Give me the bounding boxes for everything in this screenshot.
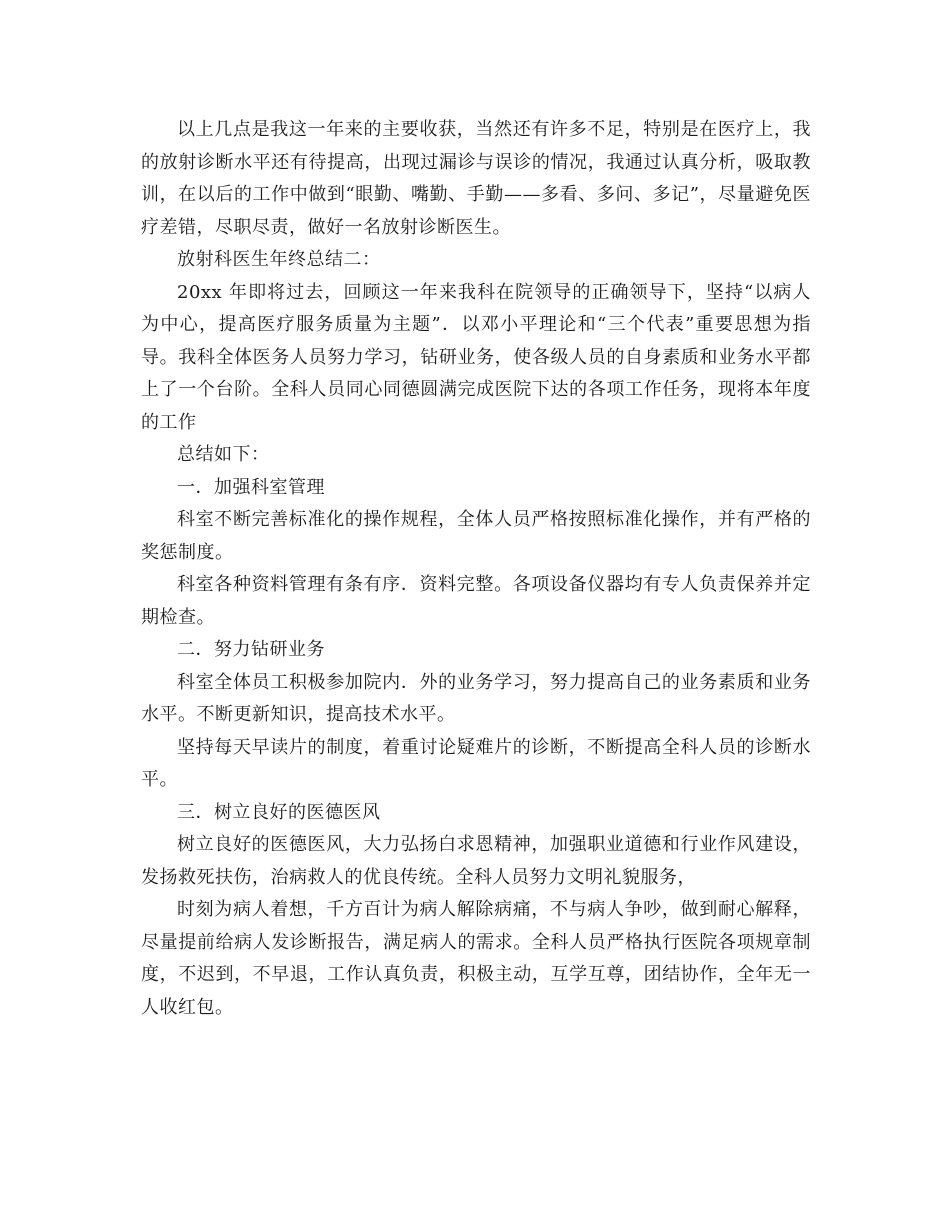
paragraph-intro: 20xx 年即将过去，回顾这一年来我科在院领导的正确领导下，坚持“以病人为中心，提高医疗服务质量为主题”．以邓小平理论和“三个代表”重要思想为指导。我科全体医务人员努力学习，钻研业务，使各级人员的自身素质和业务水平都上了一个台阶。全科人员同心同德圆满完成医院下达的各项工作任务，现将本年度的工作 — [141, 281, 811, 433]
paragraph-management-2: 科室各种资料管理有条有序．资料完整。各项设备仪器均有专人负责保养并定期检查。 — [141, 574, 811, 628]
paragraph-ethics-2: 时刻为病人着想，千方百计为病人解除病痛，不与病人争吵，做到耐心解释，尽量提前给病人发诊断报告，满足病人的需求。全科人员严格执行医院各项规章制度，不迟到，不早退，工作认真负责，积极主动，互学互尊，团结协作，全年无一人收红包。 — [141, 899, 811, 1018]
document-body — [141, 114, 811, 1024]
paragraph-ethics-1: 树立良好的医德医风，大力弘扬白求恩精神，加强职业道德和行业作风建设，发扬救死扶伤，治病救人的优良传统。全科人员努力文明礼貌服务， — [141, 834, 811, 888]
heading-study: 二．努力钻研业务 — [177, 639, 325, 660]
paragraph-summary-closing: 以上几点是我这一年来的主要收获，当然还有许多不足，特别是在医疗上，我的放射诊断水平还有待提高，出现过漏诊与误诊的情况，我通过认真分析，吸取教训，在以后的工作中做到“眼勤、嘴勤、手勤——多看、多问、多记”，尽量避免医疗差错，尽职尽责，做好一名放射诊断医生。 — [141, 119, 811, 238]
section-title-summary-two: 放射科医生年终总结二： — [177, 249, 381, 270]
heading-management: 一．加强科室管理 — [177, 476, 325, 498]
heading-ethics: 三．树立良好的医德医风 — [177, 801, 381, 823]
paragraph-study-1: 科室全体员工积极参加院内．外的业务学习，努力提高自己的业务素质和业务水平。不断更新知识，提高技术水平。 — [141, 671, 811, 725]
paragraph-study-2: 坚持每天早读片的制度，着重讨论疑难片的诊断，不断提高全科人员的诊断水平。 — [141, 736, 811, 790]
paragraph-management-1: 科室不断完善标准化的操作规程，全体人员严格按照标准化操作，并有严格的奖惩制度。 — [141, 509, 811, 563]
paragraph-summary-lead: 总结如下： — [177, 444, 270, 465]
